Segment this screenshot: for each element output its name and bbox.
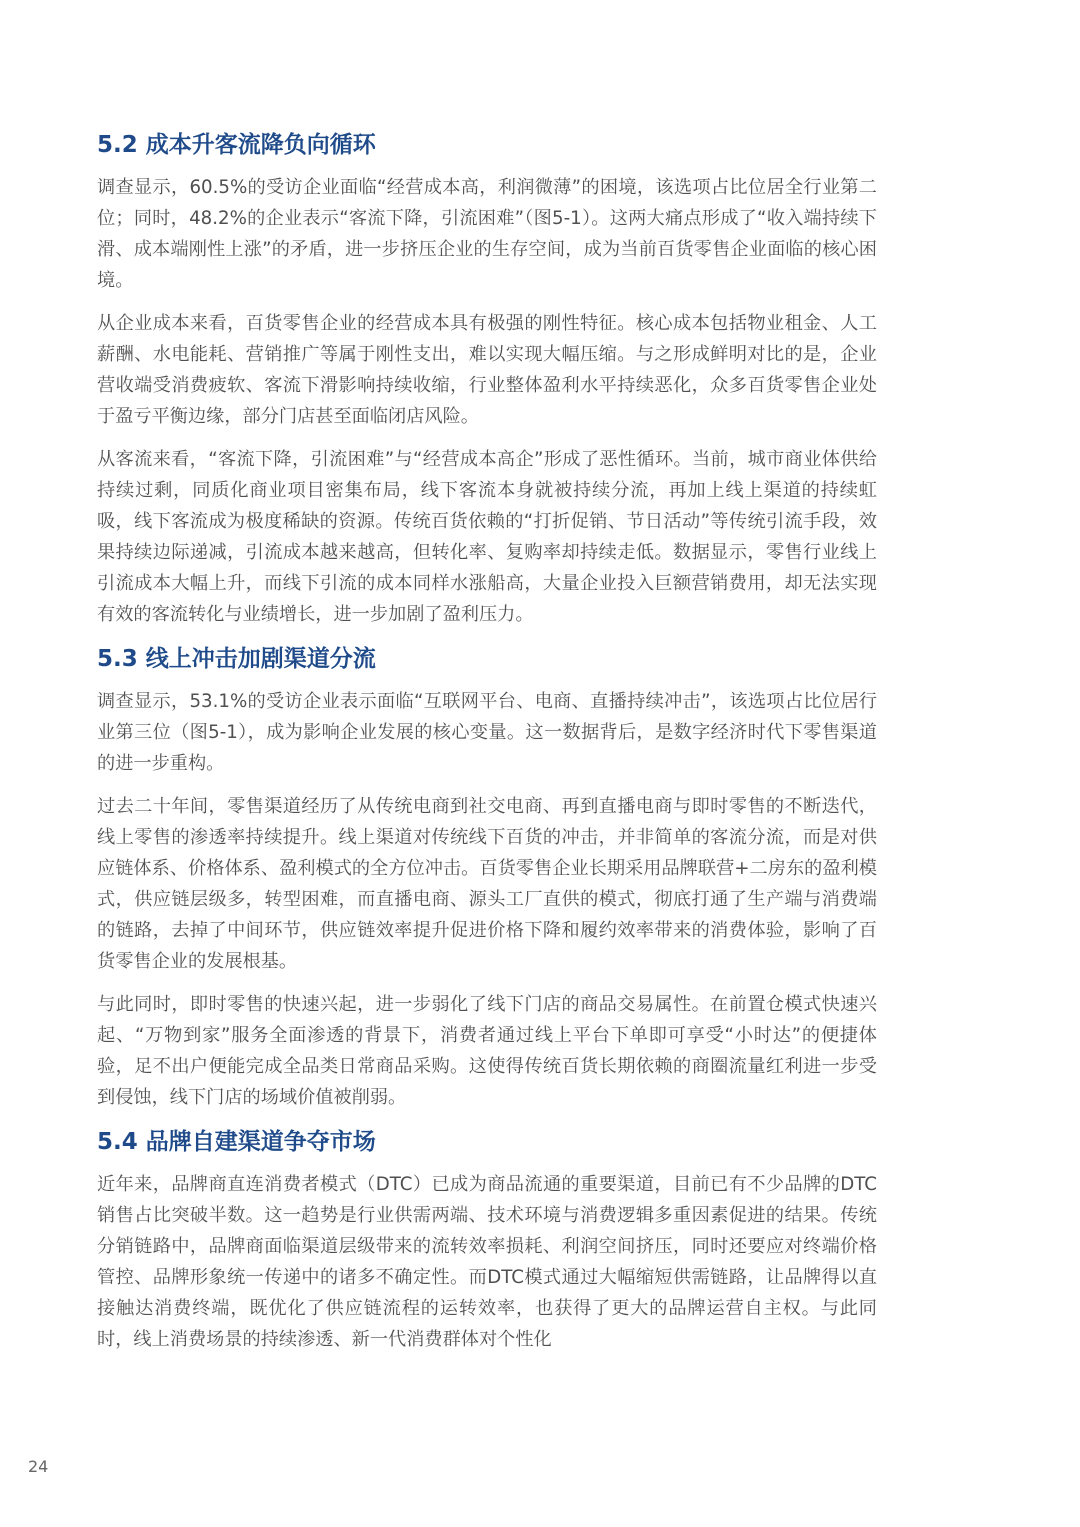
paragraph: 从客流来看，“客流下降，引流困难”与“经营成本高企”形成了恶性循环。当前，城市商业体供给持续过剩，同质化商业项目密集布局，线下客流本身就被持续分流，再加上线上渠道的持续虹吸，线下客流成为极度稀缺的资源。传统百货依赖的“打折促销、节日活动”等传统引流手段，效果持续边际递减，引流成本越来越高，但转化率、复购率却持续走低。数据显示，零售行业线上引流成本大幅上升，而线下引流的成本同样水涨船高，大量企业投入巨额营销费用，却无法实现有效的客流转化与业绩增长，进一步加剧了盈利压力。 [97, 449, 877, 625]
section-title: 5.2 成本升客流降负向循环 [97, 132, 376, 158]
section-title: 5.4 品牌自建渠道争夺市场 [97, 1129, 376, 1155]
paragraph: 调查显示，60.5%的受访企业面临“经营成本高，利润微薄”的困境，该选项占比位居全行业第二位；同时，48.2%的企业表示“客流下降，引流困难”（图5-1）。这两大痛点形成了“收入端持续下滑、成本端刚性上涨”的矛盾，进一步挤压企业的生存空间，成为当前百货零售企业面临的核心困境。 [97, 177, 877, 291]
paragraph: 与此同时，即时零售的快速兴起，进一步弱化了线下门店的商品交易属性。在前置仓模式快速兴起、“万物到家”服务全面渗透的背景下，消费者通过线上平台下单即可享受“小时达”的便捷体验，足不出户便能完成全品类日常商品采购。这使得传统百货长期依赖的商圈流量红利进一步受到侵蚀，线下门店的场域价值被削弱。 [97, 994, 877, 1108]
paragraph: 从企业成本来看，百货零售企业的经营成本具有极强的刚性特征。核心成本包括物业租金、人工薪酬、水电能耗、营销推广等属于刚性支出，难以实现大幅压缩。与之形成鲜明对比的是，企业营收端受消费疲软、客流下滑影响持续收缩，行业整体盈利水平持续恶化，众多百货零售企业处于盈亏平衡边缘，部分门店甚至面临闭店风险。 [97, 313, 877, 427]
section-5-3 [97, 642, 877, 1113]
section-5-2 [97, 128, 877, 630]
paragraph: 调查显示，53.1%的受访企业表示面临“互联网平台、电商、直播持续冲击”，该选项占比位居行业第三位（图5-1），成为影响企业发展的核心变量。这一数据背后，是数字经济时代下零售渠道的进一步重构。 [97, 691, 877, 774]
paragraph: 近年来，品牌商直连消费者模式（DTC）已成为商品流通的重要渠道，目前已有不少品牌的DTC销售占比突破半数。这一趋势是行业供需两端、技术环境与消费逻辑多重因素促进的结果。传统分销链路中，品牌商面临渠道层级带来的流转效率损耗、利润空间挤压，同时还要应对终端价格管控、品牌形象统一传递中的诸多不确定性。而DTC模式通过大幅缩短供需链路，让品牌得以直接触达消费终端，既优化了供应链流程的运转效率，也获得了更大的品牌运营自主权。与此同时，线上消费场景的持续渗透、新一代消费群体对个性化 [97, 1174, 877, 1350]
paragraph: 过去二十年间，零售渠道经历了从传统电商到社交电商、再到直播电商与即时零售的不断迭代，线上零售的渗透率持续提升。线上渠道对传统线下百货的冲击，并非简单的客流分流，而是对供应链体系、价格体系、盈利模式的全方位冲击。百货零售企业长期采用品牌联营+二房东的盈利模式，供应链层级多，转型困难，而直播电商、源头工厂直供的模式，彻底打通了生产端与消费端的链路，去掉了中间环节，供应链效率提升促进价格下降和履约效率带来的消费体验，影响了百货零售企业的发展根基。 [97, 796, 877, 972]
page-number: 24 [28, 1457, 49, 1476]
section-title: 5.3 线上冲击加剧渠道分流 [97, 646, 376, 672]
document-body [97, 128, 877, 1367]
section-5-4 [97, 1125, 877, 1355]
